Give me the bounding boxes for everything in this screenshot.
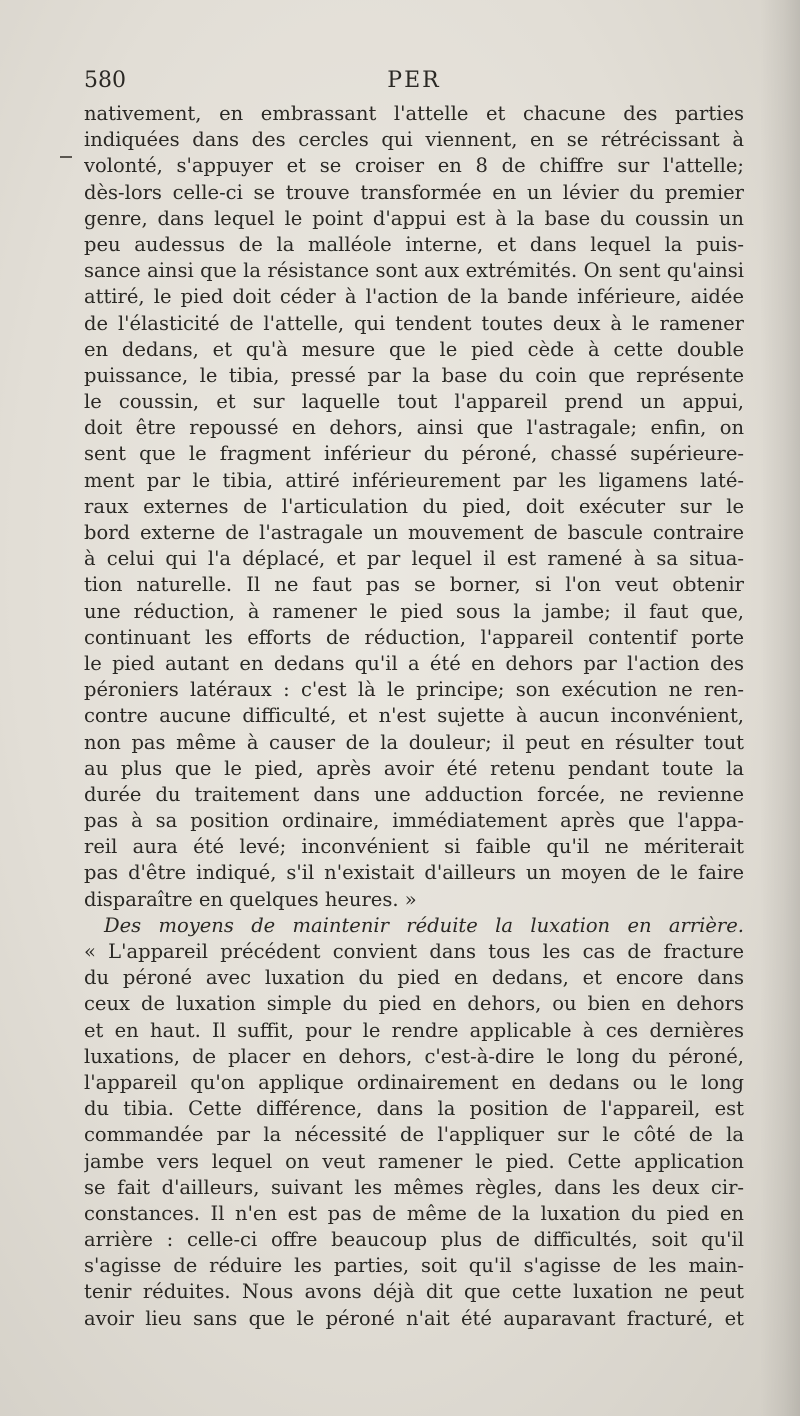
text-line: de l'élasticité de l'attelle, qui tendent toutes deux à le ramener [84, 311, 744, 335]
text-line: sent que le fragment inférieur du péroné, chassé supérieure- [84, 442, 744, 466]
text-line: attiré, le pied doit céder à l'action de la bande inférieure, aidée [84, 285, 744, 309]
text-line: non pas même à causer de la douleur; il peut en résulter tout [84, 730, 744, 754]
text-line: l'appareil qu'on applique ordinairement en dedans ou le long [84, 1070, 744, 1094]
text-line: durée du traitement dans une adduction forcée, ne revienne [84, 782, 744, 806]
text-line: commandée par la nécessité de l'appliquer sur le côté de la [84, 1123, 744, 1147]
text-line: le pied autant en dedans qu'il a été en dehors par l'action des [84, 651, 744, 675]
text-line: luxations, de placer en dehors, c'est-à-dire le long du péroné, [84, 1044, 744, 1068]
text-line: continuant les efforts de réduction, l'appareil contentif porte [84, 625, 744, 649]
text-line: péroniers latéraux : c'est là le principe; son exécution ne ren- [84, 678, 744, 702]
text-line: une réduction, à ramener le pied sous la jambe; il faut que, [84, 599, 744, 623]
text-line: doit être repoussé en dehors, ainsi que l'astragale; enfin, on [84, 416, 744, 440]
text-line: tion naturelle. Il ne faut pas se borner, si l'on veut obtenir [84, 573, 744, 597]
running-head: PER [387, 68, 441, 93]
text-line: tenir réduites. Nous avons déjà dit que cette luxation ne peut [84, 1280, 744, 1304]
text-line: pas à sa position ordinaire, immédiatement après que l'appa- [84, 809, 744, 833]
text-line: constances. Il n'en est pas de même de la luxation du pied en [84, 1201, 744, 1225]
text-line: arrière : celle-ci offre beaucoup plus de difficultés, soit qu'il [84, 1228, 744, 1252]
text-line: raux externes de l'articulation du pied, doit exécuter sur le [84, 494, 744, 518]
text-line: contre aucune difficulté, et n'est sujette à aucun inconvénient, [84, 704, 744, 728]
text-line: peu audessus de la malléole interne, et dans lequel la puis- [84, 232, 744, 256]
section-heading: Des moyens de maintenir réduite la luxation en arrière. [104, 913, 744, 937]
text-line: indiquées dans des cercles qui viennent, en se rétrécissant à [84, 128, 744, 152]
page-header [84, 64, 744, 98]
text-line: sance ainsi que la résistance sont aux extrémités. On sent qu'ainsi [84, 259, 744, 283]
text-line: jambe vers lequel on veut ramener le pied. Cette application [84, 1149, 744, 1173]
text-line: ceux de luxation simple du pied en dehors, ou bien en dehors [84, 992, 744, 1016]
text-line: volonté, s'appuyer et se croiser en 8 de chiffre sur l'attelle; [84, 154, 744, 178]
text-line: s'agisse de réduire les parties, soit qu'il s'agisse de les main- [84, 1254, 744, 1278]
text-line: du tibia. Cette différence, dans la position de l'appareil, est [84, 1097, 744, 1121]
text-line: dès-lors celle-ci se trouve transformée en un lévier du premier [84, 180, 744, 204]
body-text [84, 101, 744, 1332]
text-line: se fait d'ailleurs, suivant les mêmes règles, dans les deux cir- [84, 1175, 744, 1199]
text-line: reil aura été levé; inconvénient si faible qu'il ne mériterait [84, 835, 744, 859]
margin-mark [60, 156, 72, 158]
text-line: en dedans, et qu'à mesure que le pied cède à cette double [84, 337, 744, 361]
text-line: bord externe de l'astragale un mouvement de bascule contraire [84, 521, 744, 544]
text-line: « L'appareil précédent convient dans tous les cas de fracture [84, 940, 744, 963]
text-line: avoir lieu sans que le péroné n'ait été auparavant fracturé, et [84, 1306, 744, 1330]
text-line: à celui qui l'a déplacé, et par lequel il est ramené à sa situa- [84, 547, 744, 571]
text-line: nativement, en embrassant l'attelle et chacune des parties [84, 102, 744, 125]
text-line: pas d'être indiqué, s'il n'existait d'ailleurs un moyen de le faire [84, 861, 744, 885]
text-line: genre, dans lequel le point d'appui est à la base du coussin un [84, 206, 744, 230]
page-edge-shadow [760, 0, 800, 1416]
page-number: 580 [84, 68, 126, 93]
text-line: puissance, le tibia, pressé par la base du coin que représente [84, 363, 744, 387]
text-line: le coussin, et sur laquelle tout l'appareil prend un appui, [84, 390, 744, 414]
text-line: ment par le tibia, attiré inférieurement par les ligamens laté- [84, 468, 744, 492]
text-line: au plus que le pied, après avoir été retenu pendant toute la [84, 756, 744, 780]
text-line: du péroné avec luxation du pied en dedans, et encore dans [84, 966, 744, 990]
text-line: et en haut. Il suffit, pour le rendre applicable à ces dernières [84, 1018, 744, 1042]
text-line: disparaître en quelques heures. » [84, 887, 417, 911]
